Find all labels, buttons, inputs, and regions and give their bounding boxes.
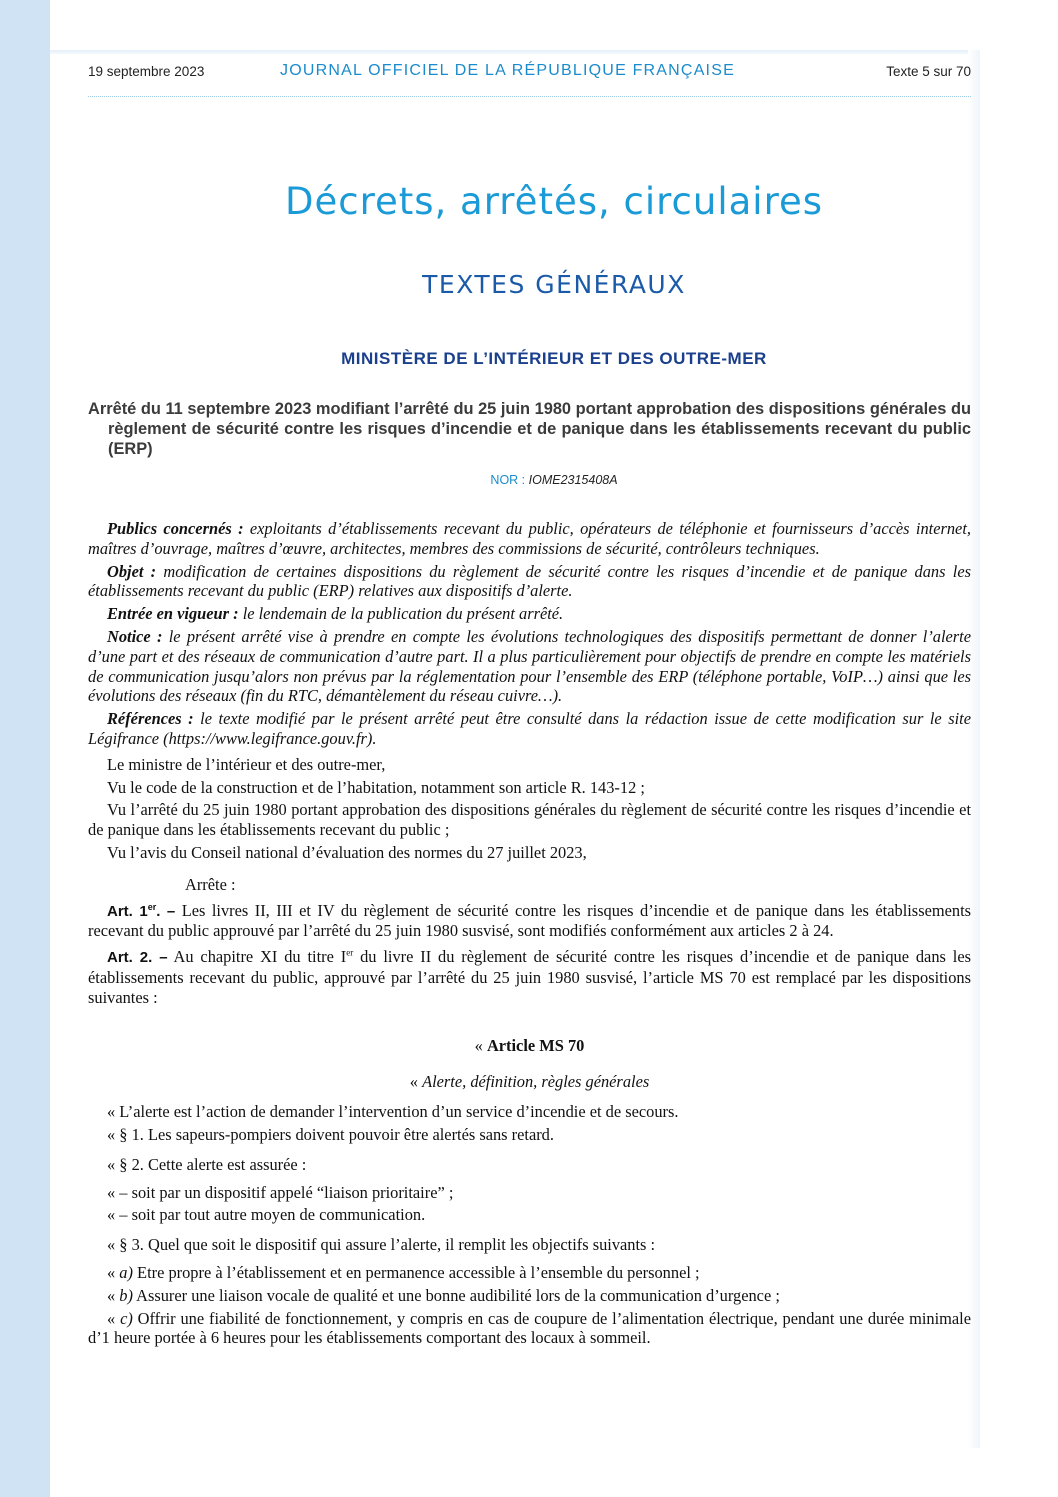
objective-b-letter: b) bbox=[119, 1285, 133, 1305]
ms70-list-item-2: « – soit par tout autre moyen de communication. bbox=[107, 1205, 426, 1225]
article-1-dash: . – bbox=[156, 902, 176, 920]
objective-a-quote: « bbox=[107, 1262, 120, 1282]
article-ms70-subheading bbox=[88, 1072, 971, 1092]
summary-objet-text: modification de certaines dispositions du règlement de sécurité contre les risques d’incendie et de panique dans les établissements recevant du public (ERP) relatives aux dispositifs d’alerte. bbox=[88, 561, 971, 601]
summary-objet-label: Objet : bbox=[107, 561, 157, 581]
ministry-heading: MINISTÈRE DE L’INTÉRIEUR ET DES OUTRE-MER bbox=[341, 349, 767, 368]
objective-c-quote: « bbox=[107, 1308, 121, 1328]
article-1-text: Les livres II, III et IV du règlement de sécurité contre les risques d’incendie et de panique dans les établissements recevant du public approuvé par l’arrêté du 25 juin 1980 susvisé, sont modifiés conformément aux articles 2 à 24. bbox=[88, 900, 971, 941]
article-ms70-heading bbox=[88, 1036, 971, 1056]
summary-publics-label: Publics concernés : bbox=[107, 519, 244, 538]
summary-publics bbox=[88, 519, 971, 559]
nor-value: IOME2315408A bbox=[528, 473, 618, 487]
summary-entree-label: Entrée en vigueur : bbox=[107, 604, 239, 624]
ms70-objective-a bbox=[88, 1263, 971, 1283]
journal-title: JOURNAL OFFICIEL DE LA RÉPUBLIQUE FRANÇAISE bbox=[280, 62, 735, 79]
summary-block bbox=[88, 519, 971, 749]
visa-cnen: Vu l’avis du Conseil national d’évaluation des normes du 27 juillet 2023, bbox=[107, 842, 587, 862]
summary-entree bbox=[88, 604, 971, 624]
article-2-label: Art. 2. – bbox=[107, 949, 168, 967]
objective-a-text: Etre propre à l’établissement et en permanence accessible à l’ensemble du personnel ; bbox=[132, 1262, 700, 1282]
article-2-sup: er bbox=[346, 947, 354, 958]
subsection-title: TEXTES GÉNÉRAUX bbox=[422, 270, 686, 299]
article-1-label bbox=[107, 903, 175, 920]
summary-references-text: le texte modifié par le présent arrêté peut être consulté dans la rédaction issue de cette modification sur le site Légifrance (https://www.legifrance.gouv.fr). bbox=[88, 709, 971, 748]
article-2 bbox=[88, 947, 971, 1007]
ms70-objective-c bbox=[88, 1309, 971, 1349]
objective-c-text: Offrir une fiabilité de fonctionnement, y compris en cas de coupure de l’alimentation électrique, pendant une durée minimale d’1 heure portée à 6 heures pour les établissements comportant des locaux à sommeil. bbox=[88, 1308, 971, 1348]
summary-entree-text: le lendemain de la publication du présent arrêté. bbox=[238, 604, 564, 624]
summary-notice bbox=[88, 627, 971, 706]
ms70-objective-b bbox=[88, 1286, 971, 1306]
article-1-sup: er bbox=[147, 901, 157, 912]
visa-arrete-1980: Vu l’arrêté du 25 juin 1980 portant approbation des dispositions générales du règlement de sécurité contre les risques d’incendie et de panique dans les établissements recevant du public ; bbox=[88, 800, 971, 840]
top-margin-band bbox=[50, 50, 971, 54]
ms70-paragraph-3: « § 2. Cette alerte est assurée : bbox=[107, 1154, 307, 1174]
objective-a-letter: a) bbox=[119, 1262, 133, 1282]
objective-b-text: Assurer une liaison vocale de qualité et une bonne audibilité lors de la communication d’urgence ; bbox=[132, 1285, 780, 1305]
summary-references-label: Références : bbox=[107, 709, 194, 729]
heading-text: Article MS 70 bbox=[486, 1035, 585, 1055]
nor-reference bbox=[50, 473, 1058, 487]
heading-quote: « bbox=[474, 1035, 487, 1055]
subheading-text: Alerte, définition, règles générales bbox=[422, 1072, 650, 1092]
page-number: Texte 5 sur 70 bbox=[886, 64, 971, 79]
section-title: Décrets, arrêtés, circulaires bbox=[284, 180, 824, 223]
header-date: 19 septembre 2023 bbox=[88, 64, 205, 79]
ms70-paragraph-1: « L’alerte est l’action de demander l’intervention d’un service d’incendie et de secours. bbox=[107, 1102, 679, 1122]
visa-code: Vu le code de la construction et de l’habitation, notamment son article R. 143-12 ; bbox=[107, 777, 645, 797]
arrete-formula: Arrête : bbox=[185, 874, 236, 894]
ms70-list-item-1: « – soit par un dispositif appelé “liaison prioritaire” ; bbox=[107, 1182, 454, 1202]
ms70-paragraph-4: « § 3. Quel que soit le dispositif qui assure l’alerte, il remplit les objectifs suivants : bbox=[107, 1235, 656, 1255]
document-body bbox=[88, 519, 971, 1348]
objective-b-quote: « bbox=[107, 1285, 120, 1305]
page-header bbox=[88, 62, 971, 86]
summary-objet bbox=[88, 562, 971, 602]
summary-notice-label: Notice : bbox=[107, 626, 163, 646]
article-2-text-a: Au chapitre XI du titre I bbox=[167, 947, 347, 967]
summary-references bbox=[88, 709, 971, 749]
decree-title: Arrêté du 11 septembre 2023 modifiant l’arrêté du 25 juin 1980 portant approbation des dispositions générales du règlement de sécurité contre les risques d’incendie et de panique dans les établissements recevant du public (ERP) bbox=[88, 400, 971, 458]
article-2-text-b: du livre II du règlement de sécurité contre les risques d’incendie et de panique dans les établissements recevant du public, approuvé par l’arrêté du 25 juin 1980 susvisé, l’article MS 70 est remplacé par les dispositions suivantes : bbox=[88, 947, 971, 1007]
nor-label: NOR : bbox=[490, 473, 529, 487]
ms70-paragraph-2: « § 1. Les sapeurs-pompiers doivent pouvoir être alertés sans retard. bbox=[107, 1124, 554, 1144]
objective-c-letter: c) bbox=[120, 1308, 133, 1328]
summary-notice-text: le présent arrêté vise à prendre en compte les évolutions technologiques des dispositifs permettant de donner l’alerte d’une part et des réseaux de communication d’autre part. Il a plus particulièrement pour objectifs de prendre en compte les matériels de communication jusqu’alors non prévus par la réglementation pour l’ensemble des ERP (téléphone portable, VoIP…) ainsi que les évolutions des réseaux (fin du RTC, démantèlement du réseau cuivre…). bbox=[88, 626, 972, 706]
subheading-quote: « bbox=[409, 1072, 423, 1092]
article-1 bbox=[88, 901, 971, 942]
header-divider bbox=[88, 96, 971, 97]
article-1-number: Art. 1 bbox=[107, 902, 148, 920]
side-margin-band bbox=[0, 0, 50, 1497]
summary-publics-text: exploitants d’établissements recevant du public, opérateurs de téléphonie et fournisseurs d’accès internet, maîtres d’ouvrage, maîtres d’œuvre, architectes, membres des commissions de sécurité, contrôleurs techniques. bbox=[88, 519, 971, 558]
visa-minister: Le ministre de l’intérieur et des outre-mer, bbox=[107, 754, 386, 774]
